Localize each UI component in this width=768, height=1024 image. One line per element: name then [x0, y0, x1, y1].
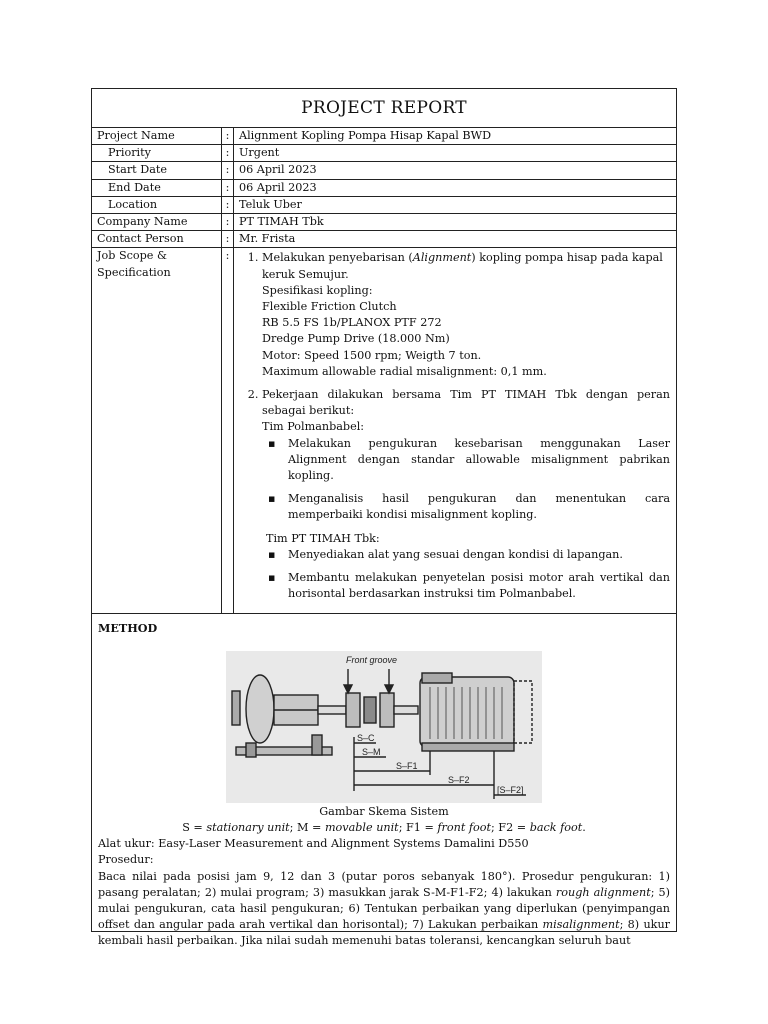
- table-row: [92, 179, 676, 196]
- spec-line: Spesifikasi kopling:: [262, 283, 373, 297]
- project-info-table: [92, 128, 676, 614]
- pump-shaft: [318, 706, 346, 714]
- page-title: PROJECT REPORT: [92, 89, 676, 128]
- task-list: [262, 436, 670, 524]
- field-value: Urgent: [234, 145, 677, 162]
- dim-label: S–M: [362, 746, 381, 757]
- list-item: ▪ Melakukan pengukuran kesebarisan menggunakan Laser Alignment dengan standar allowable misalignment pabrikan kopling.: [288, 436, 670, 485]
- table-row: [92, 231, 676, 248]
- spec-line: RB 5.5 FS 1b/PLANOX PTF 272: [262, 316, 442, 330]
- spec-line: Flexible Friction Clutch: [262, 300, 397, 314]
- colon: :: [222, 196, 234, 213]
- field-label-scope: [92, 248, 222, 614]
- field-label: Priority: [92, 145, 222, 162]
- dim-label: [S–F2]: [497, 784, 524, 795]
- scope-label-line: Specification: [97, 265, 171, 279]
- procedure-text: Baca nilai pada posisi jam 9, 12 dan 3 (putar poros sebanyak 180°). Prosedur pengukuran: 1) pasang peralatan; 2) mulai program; 3) masukkan jarak S-M-F1-F2; 4) lakukan rough alignment; 5) mulai pengukuran, cata hasil pengukuran; 6) Tentukan perbaikan yang diperlukan (penyimpangan offset dan angular pada arah vertikal dan horisontal); 7) Lakukan perbaikan misalignment; 8) ukur kembali hasil perbaikan. Jika nilai sudah memenuhi batas toleransi, kencangkan seluruh baut: [98, 869, 671, 948]
- list-item: ▪ Membantu melakukan penyetelan posisi motor arah vertikal dan horisontal berdasarkan instruksi tim Polmanbabel.: [288, 570, 670, 602]
- tool-text: Alat ukur: Easy-Laser Measurement and Alignment Systems Damalini D550: [98, 837, 529, 851]
- scope-item-text: 2. Pekerjaan dilakukan bersama Tim PT TIMAH Tbk dengan peran sebagai berikut:: [262, 388, 670, 418]
- list-item: ▪ Menyediakan alat yang sesuai dengan kondisi di lapangan.: [288, 547, 670, 563]
- field-label: Project Name: [92, 128, 222, 145]
- figure-legend: S = stationary unit; M = movable unit; F1 = front foot; F2 = back foot.: [182, 820, 586, 834]
- spec-line: Motor: Speed 1500 rpm; Weigth 7 ton.: [262, 348, 482, 362]
- table-row: [92, 214, 676, 231]
- table-row: [92, 162, 676, 179]
- pump-motor-diagram: [226, 651, 542, 803]
- colon: :: [222, 214, 234, 231]
- colon: :: [222, 231, 234, 248]
- table-row: [92, 128, 676, 145]
- colon: :: [222, 128, 234, 145]
- spec-line: Maximum allowable radial misalignment: 0,1 mm.: [262, 364, 547, 378]
- motor-fan-cover: [514, 681, 532, 743]
- field-value: 06 April 2023: [234, 179, 677, 196]
- coupling-element: [364, 697, 376, 723]
- team-label: Tim PT TIMAH Tbk:: [266, 531, 380, 545]
- scope-content: [234, 248, 677, 614]
- field-label: Start Date: [92, 162, 222, 179]
- scope-item-text: 1. Melakukan penyebarisan (Alignment) kopling pompa hisap pada kapal keruk Semujur.: [262, 251, 663, 281]
- colon: :: [222, 145, 234, 162]
- pump-volute: [246, 675, 274, 743]
- dim-label: S–F1: [396, 760, 418, 771]
- motor-feet: [422, 743, 514, 751]
- coupling-half-left: [346, 693, 360, 727]
- scope-list: [240, 250, 670, 602]
- field-value: PT TIMAH Tbk: [234, 214, 677, 231]
- field-value: Mr. Frista: [234, 231, 677, 248]
- motor-shaft: [394, 706, 418, 714]
- colon: :: [222, 179, 234, 196]
- procedure-label: Prosedur:: [98, 853, 154, 867]
- table-row-scope: [92, 248, 676, 614]
- task-list: [262, 547, 670, 603]
- team-label: Tim Polmanbabel:: [262, 420, 365, 434]
- list-item: ▪ Menganalisis hasil pengukuran dan menentukan cara memperbaiki kondisi misalignment kopling.: [288, 491, 670, 523]
- dim-label: S–C: [357, 732, 375, 743]
- dim-label: S–F2: [448, 774, 470, 785]
- scope-item: [262, 387, 670, 602]
- coupling-half-right: [380, 693, 394, 727]
- method-section: [92, 614, 676, 949]
- field-label: Company Name: [92, 214, 222, 231]
- field-value: Alignment Kopling Pompa Hisap Kapal BWD: [234, 128, 677, 145]
- table-row: [92, 196, 676, 213]
- table-row: [92, 145, 676, 162]
- method-heading: METHOD: [98, 621, 158, 636]
- field-value: Teluk Uber: [234, 196, 677, 213]
- system-schematic-figure: [226, 651, 542, 803]
- motor-body: [420, 677, 514, 747]
- front-groove-label: Front groove: [346, 654, 398, 665]
- colon: :: [222, 162, 234, 179]
- field-label: Location: [92, 196, 222, 213]
- field-label: Contact Person: [92, 231, 222, 248]
- report-page: [91, 88, 677, 948]
- field-label: End Date: [92, 179, 222, 196]
- spec-line: Dredge Pump Drive (18.000 Nm): [262, 332, 450, 346]
- scope-label-line: Job Scope &: [97, 249, 167, 263]
- field-value: 06 April 2023: [234, 162, 677, 179]
- scope-item: [262, 250, 670, 380]
- colon: :: [222, 248, 234, 614]
- figure-caption: Gambar Skema Sistem: [319, 804, 449, 818]
